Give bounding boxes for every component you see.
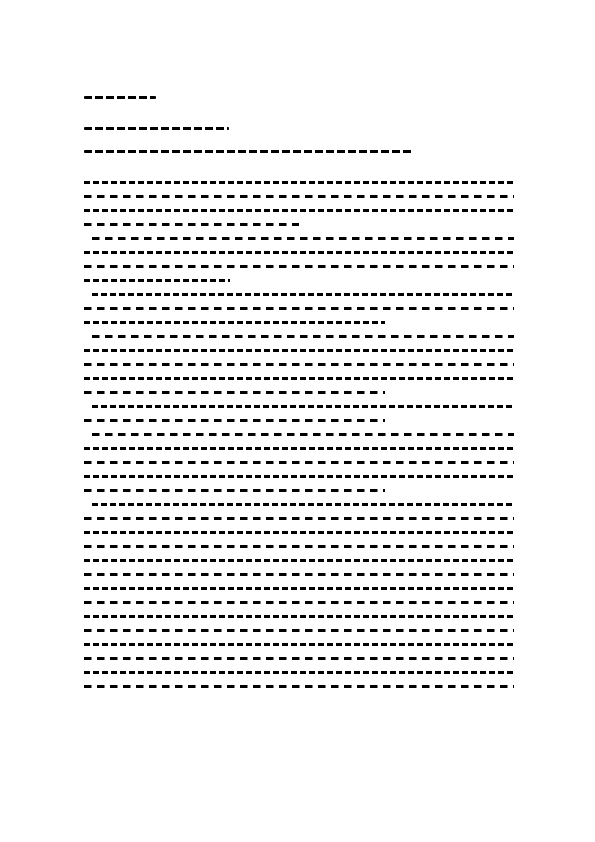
text-line [92,335,514,338]
paragraph [84,433,514,492]
text-line [84,377,514,380]
text-line [84,489,385,492]
text-line [92,503,514,506]
text-line [84,265,514,268]
paragraph [84,293,514,324]
text-line [84,559,514,562]
document-meta-line [84,127,229,130]
text-line [84,629,514,632]
text-line [92,237,514,240]
text-line [84,419,385,422]
text-line [84,279,230,282]
text-line [84,587,514,590]
paragraph [84,405,514,422]
text-line [92,433,514,436]
text-line [84,601,514,604]
text-line [84,615,514,618]
text-line [84,307,514,310]
paragraph [84,237,514,282]
text-line [84,461,514,464]
paragraph [84,503,514,688]
document-body [84,181,514,699]
text-line [84,685,514,688]
paragraph [84,335,514,394]
text-line [84,181,514,184]
text-line [92,405,514,408]
text-line [84,209,514,212]
text-line [84,363,514,366]
author-name-line [84,96,156,99]
document-header [84,96,514,153]
text-line [92,293,514,296]
text-line [84,531,514,534]
text-line [84,223,299,226]
text-line [84,391,385,394]
text-line [84,321,385,324]
text-line [84,447,514,450]
text-line [84,251,514,254]
text-line [84,517,514,520]
text-line [84,671,514,674]
text-line [84,545,514,548]
document-title-line [84,150,414,153]
paragraph [84,181,514,226]
text-line [84,349,514,352]
text-line [84,573,514,576]
text-line [84,475,514,478]
text-line [84,657,514,660]
text-line [84,195,514,198]
text-line [84,643,514,646]
